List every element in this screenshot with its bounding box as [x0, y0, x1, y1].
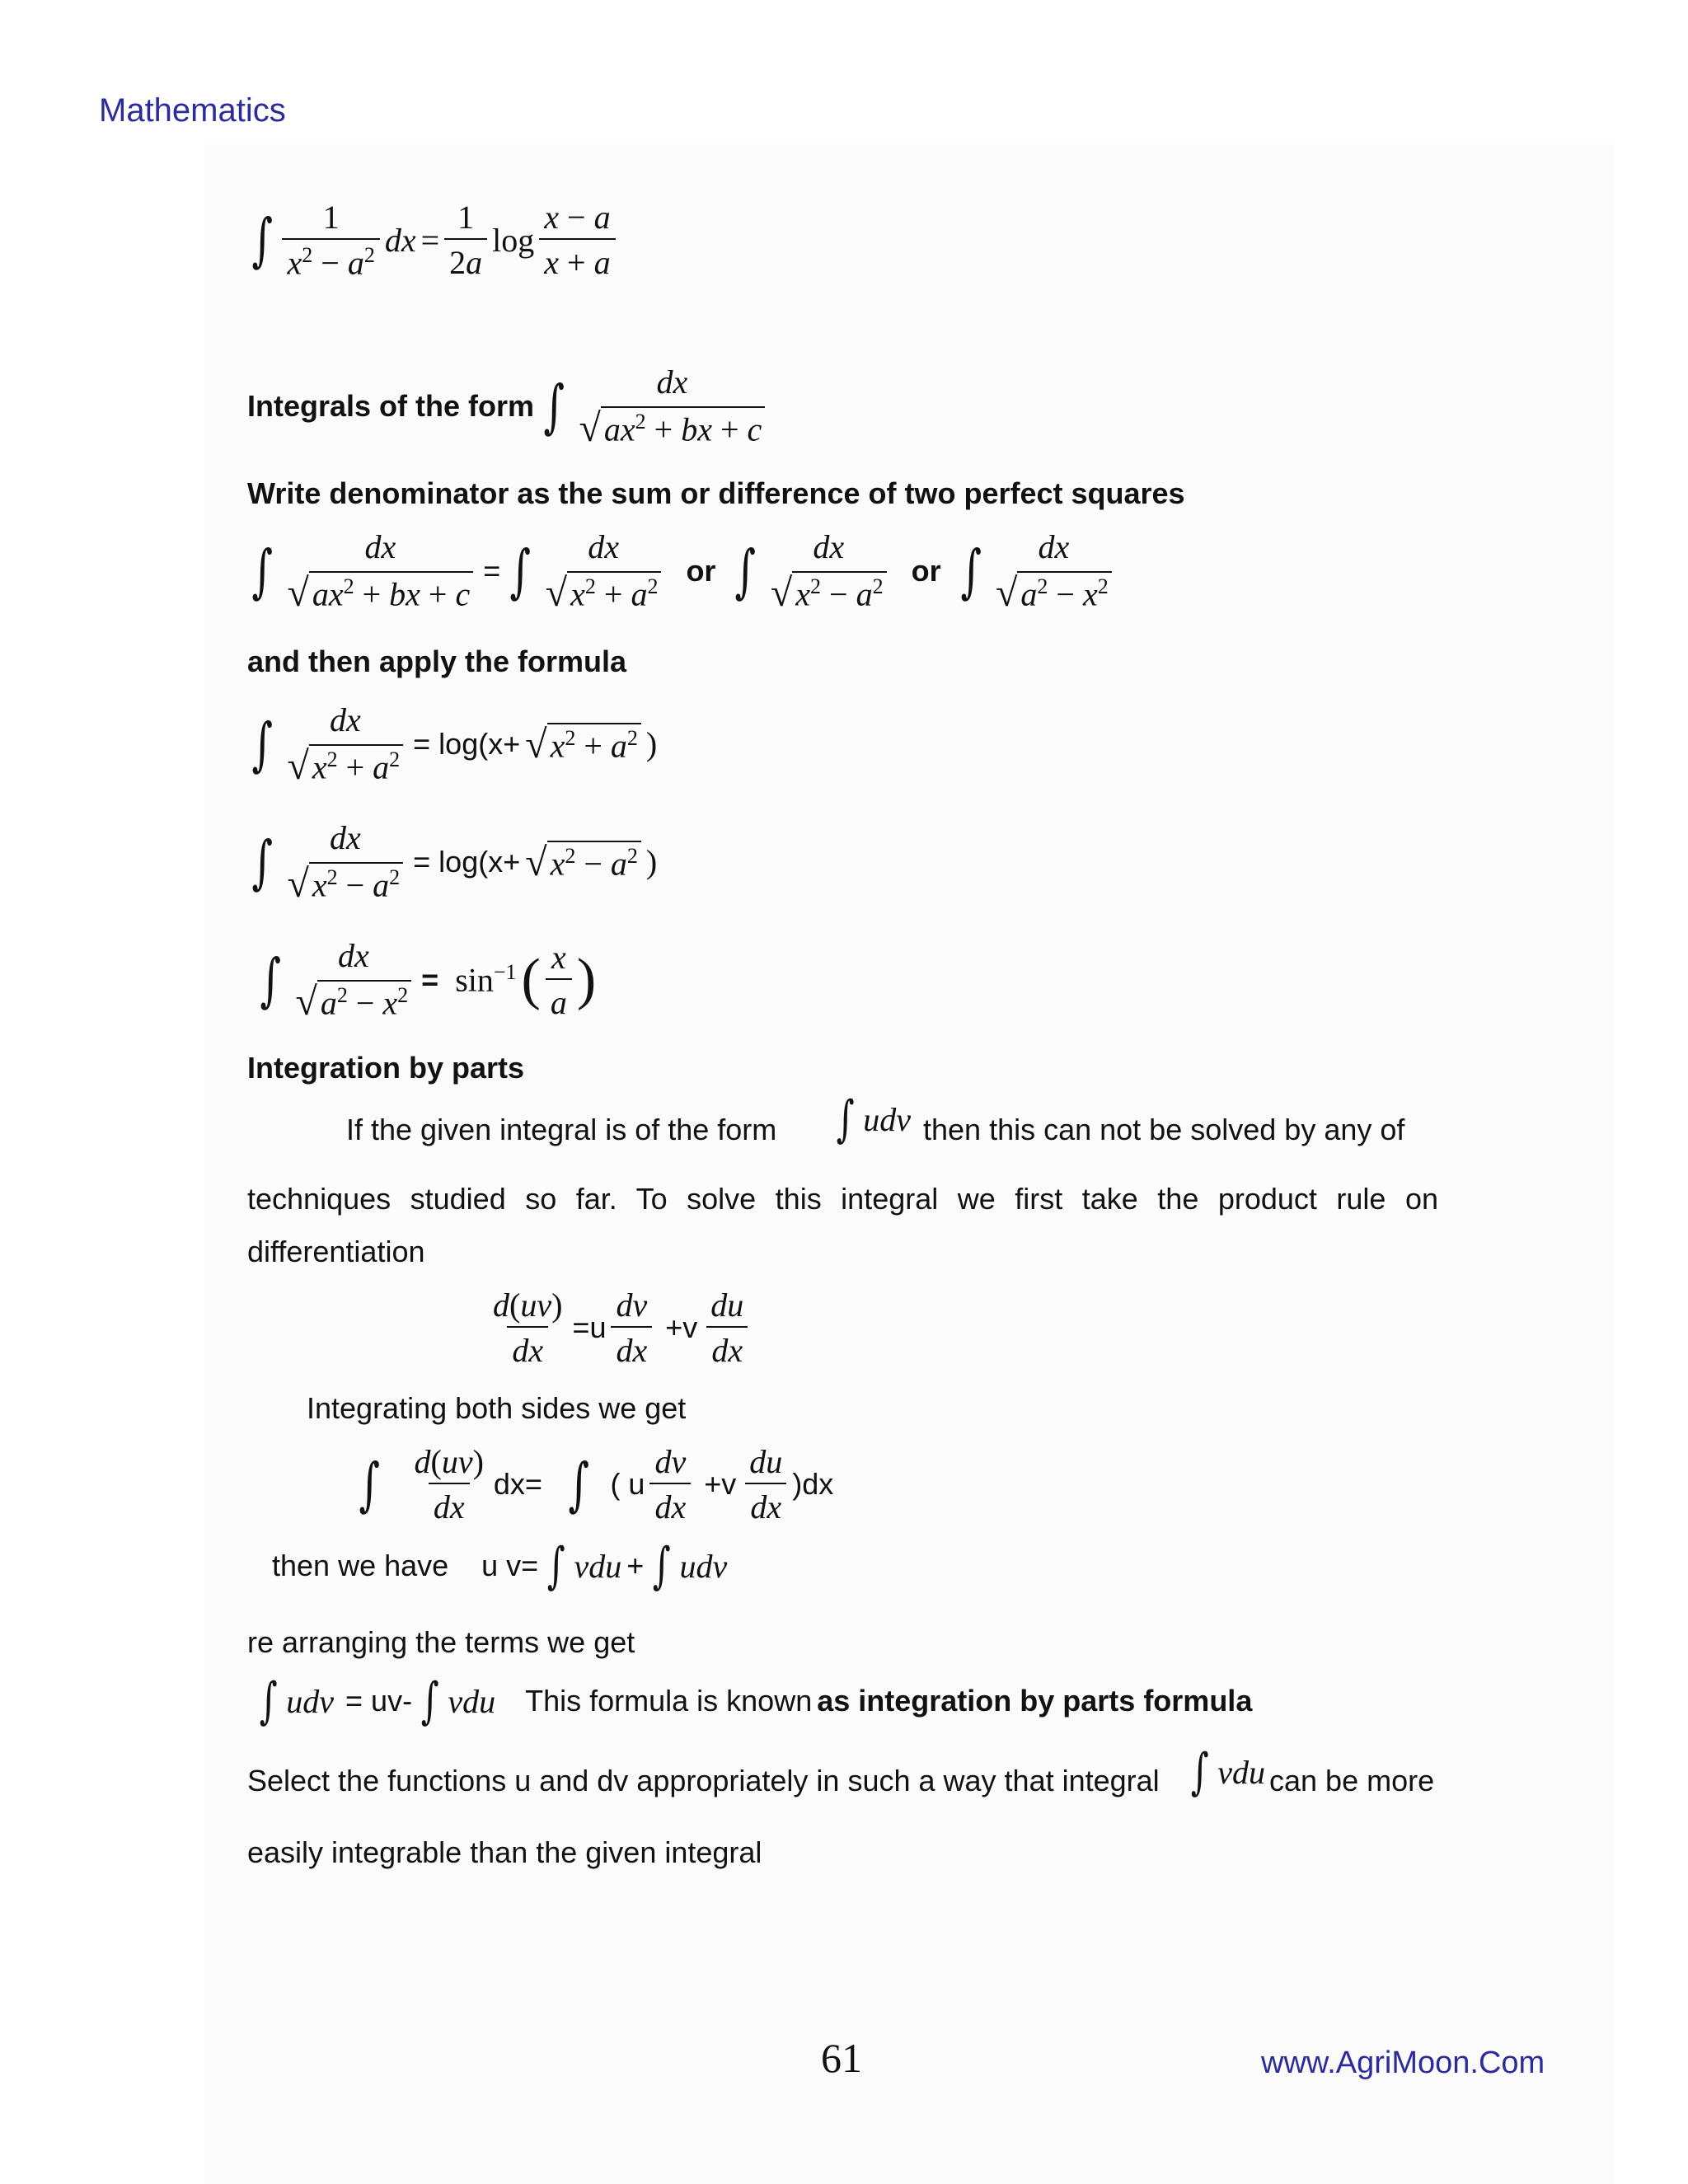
then-have-text: then we have	[272, 1549, 449, 1582]
select-text-line2: easily integrable than the given integral	[247, 1835, 762, 1869]
formula-log-sum-sqrt: ∫ dx √ $x^2 + a^2$ = log(x+ √ $x^2 + a^2$ )	[251, 701, 658, 789]
page-number: 61	[821, 2035, 862, 2081]
inline-integral-vdu: ∫ vdu	[1190, 1743, 1266, 1801]
or-label: or	[686, 553, 716, 588]
integral-sign: ∫	[251, 206, 274, 274]
select-text-end: can be more	[1269, 1764, 1435, 1797]
para-text: then this can not be solved by any of	[923, 1113, 1405, 1146]
formula-arcsin: ∫ dx √ $a^2 - x^2$ = $\sin^{-1}$ ( $\frac{x}{a}$ )	[260, 937, 597, 1024]
page-background	[204, 144, 1614, 2184]
inline-integral-udv: ∫ udv	[836, 1090, 912, 1148]
formula-denominator-forms: ∫ dx √ $ax^2$ + bx + c = ∫ dx √ $x^2 + a^2$ or ∫ dx √ $x^2 - a^2$ or ∫ dx √ $a^2 - x^2$	[247, 527, 1122, 614]
formula-text: This formula is known	[525, 1684, 813, 1718]
formula-log-diff-sqrt: ∫ dx √ $x^2 - a^2$ = log(x+ √ $x^2 - a^2$ )	[251, 819, 658, 907]
form-heading-row	[247, 363, 775, 449]
fraction: $\frac{1}{x^2 - a^2}$	[282, 198, 379, 282]
website-link[interactable]: www.AgriMoon.Com	[1261, 2046, 1545, 2080]
formula-log-difference: ∫ $\frac{1}{x^2 - a^2}$ dx = $\frac{1}{2a}$ log $\frac{x - a}{x + a}$	[247, 198, 621, 282]
rearranging-text: re arranging the terms we get	[247, 1625, 635, 1659]
formula-bold-text: as integration by parts formula	[817, 1684, 1253, 1718]
para-text: If the given integral is of the form	[346, 1113, 777, 1146]
integrating-text: Integrating both sides we get	[307, 1391, 687, 1425]
para-text: techniques studied so far. To solve this integral we first take the product rule on	[247, 1182, 1438, 1216]
or-label: or	[911, 553, 941, 588]
integral-sign: ∫	[543, 372, 565, 440]
section-heading-form: Integrals of the form	[247, 388, 535, 423]
formula-uv-sum: then we have u v= ∫ vdu + ∫ udv	[272, 1537, 728, 1595]
uv-eq-text: u v=	[481, 1549, 539, 1582]
section-heading-parts: Integration by parts	[247, 1051, 525, 1085]
header-title: Mathematics	[99, 92, 286, 129]
fraction: $\frac{1}{2a}$	[444, 198, 487, 282]
apply-formula-text: and then apply the formula	[247, 644, 627, 678]
formula-product-rule: $\frac{d(uv)}{dx}$ =u $\frac{dv}{dx}$ +v $\frac{du}{dx}$	[488, 1286, 753, 1370]
formula-integration-by-parts: ∫ udv = uv- ∫ vdu This formula is known as integration by parts formula	[259, 1672, 1253, 1730]
instruction-text: Write denominator as the sum or difference of two perfect squares	[247, 476, 1185, 510]
fraction: dx √ $ax^2$ + bx + c	[574, 363, 771, 449]
select-text: Select the functions u and dv appropriately in such a way that integral	[247, 1764, 1160, 1797]
para-text: differentiation	[247, 1235, 425, 1268]
formula-integrated: ∫ $\frac{d(uv)}{dx}$ dx= ∫ ( u $\frac{dv}{dx}$ +v $\frac{du}{dx}$ )dx	[359, 1443, 834, 1526]
fraction: $\frac{x - a}{x + a}$	[539, 198, 615, 282]
